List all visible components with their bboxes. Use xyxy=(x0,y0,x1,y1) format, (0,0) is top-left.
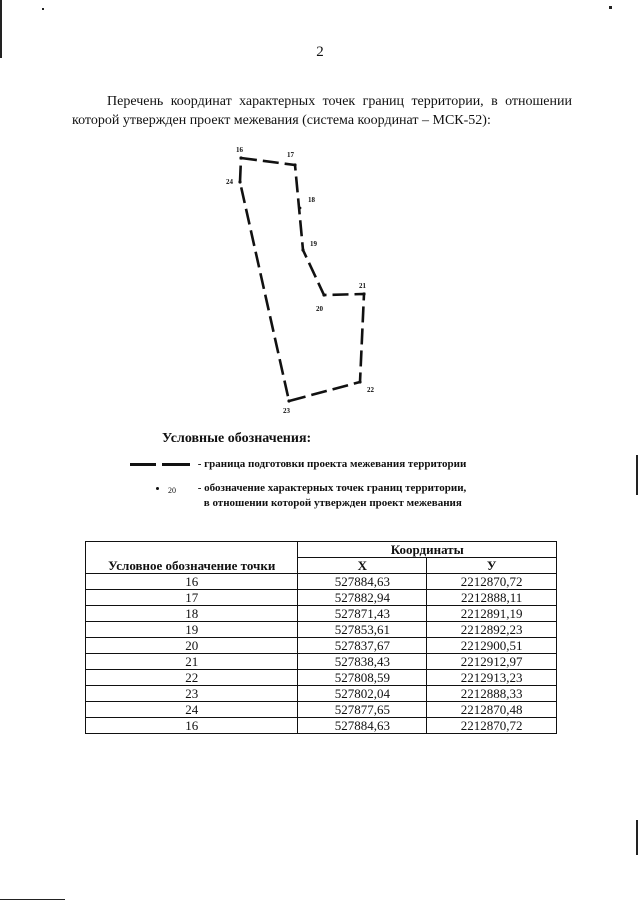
point-label-24: 24 xyxy=(226,178,233,186)
table-row xyxy=(86,654,557,670)
cell-point: 17 xyxy=(86,590,298,606)
point-marker-16 xyxy=(239,156,242,159)
cell-y: 2212888,11 xyxy=(427,590,557,606)
table-row xyxy=(86,622,557,638)
cell-y: 2212870,48 xyxy=(427,702,557,718)
cell-y: 2212870,72 xyxy=(427,718,557,734)
table-row xyxy=(86,670,557,686)
legend-point-text-line-2: в отношении которой утвержден проект межевания xyxy=(203,497,462,509)
scan-edge-mark-right xyxy=(636,455,638,495)
cell-y: 2212870,72 xyxy=(427,574,557,590)
point-marker-19 xyxy=(301,248,304,251)
cell-point: 21 xyxy=(86,654,298,670)
cell-point: 24 xyxy=(86,702,298,718)
table-header-point: Условное обозначение точки xyxy=(86,542,298,574)
point-label-22: 22 xyxy=(367,386,374,394)
scan-edge-mark-right-bottom xyxy=(636,820,638,855)
table-row xyxy=(86,574,557,590)
intro-line-2: которой утвержден проект межевания (система координат – МСК-52): xyxy=(72,113,491,128)
intro-line-1: Перечень координат характерных точек границ территории, в отношении xyxy=(107,94,572,109)
table-header-x: X xyxy=(298,558,427,574)
table-row xyxy=(86,718,557,734)
cell-point: 22 xyxy=(86,670,298,686)
legend-point-row xyxy=(130,481,466,511)
point-label-19: 19 xyxy=(310,240,317,248)
cell-x: 527877,65 xyxy=(298,702,427,718)
point-label-18: 18 xyxy=(308,196,315,204)
point-marker-21 xyxy=(362,292,365,295)
cell-x: 527853,61 xyxy=(298,622,427,638)
cell-point: 16 xyxy=(86,718,298,734)
cell-point: 16 xyxy=(86,574,298,590)
point-marker-18 xyxy=(299,207,302,210)
table-row xyxy=(86,606,557,622)
cell-y: 2212900,51 xyxy=(427,638,557,654)
cell-x: 527837,67 xyxy=(298,638,427,654)
table-header-y: У xyxy=(427,558,557,574)
point-marker-17 xyxy=(293,163,296,166)
table-row xyxy=(86,702,557,718)
point-label-16: 16 xyxy=(236,146,243,154)
point-label-20: 20 xyxy=(316,305,323,313)
cell-y: 2212888,33 xyxy=(427,686,557,702)
legend-point-text xyxy=(198,481,467,511)
table-row xyxy=(86,686,557,702)
cell-x: 527882,94 xyxy=(298,590,427,606)
table-header-coords: Координаты xyxy=(298,542,557,558)
cell-x: 527802,04 xyxy=(298,686,427,702)
cell-point: 19 xyxy=(86,622,298,638)
legend-point-dot xyxy=(156,487,159,490)
cell-point: 20 xyxy=(86,638,298,654)
point-label-23: 23 xyxy=(283,407,290,415)
boundary-polyline xyxy=(240,158,364,401)
legend-point-number: 20 xyxy=(168,486,176,495)
legend-boundary-row xyxy=(130,458,466,470)
scan-edge-mark-bottom xyxy=(0,899,65,900)
cell-y: 2212912,97 xyxy=(427,654,557,670)
boundary-scheme xyxy=(0,0,640,430)
cell-x: 527838,43 xyxy=(298,654,427,670)
legend-boundary-line-symbol xyxy=(130,459,195,469)
page-number: 2 xyxy=(316,44,324,60)
point-label-17: 17 xyxy=(287,151,294,159)
cell-x: 527871,43 xyxy=(298,606,427,622)
point-label-21: 21 xyxy=(359,282,366,290)
legend-point-text-line-1: - обозначение характерных точек границ территории, xyxy=(197,482,467,494)
table-row xyxy=(86,638,557,654)
cell-x: 527884,63 xyxy=(298,718,427,734)
coordinates-table xyxy=(85,541,557,734)
point-marker-24 xyxy=(238,180,241,183)
cell-y: 2212891,19 xyxy=(427,606,557,622)
cell-point: 23 xyxy=(86,686,298,702)
cell-x: 527808,59 xyxy=(298,670,427,686)
legend-boundary-text: - граница подготовки проекта межевания территории xyxy=(197,458,467,470)
cell-y: 2212892,23 xyxy=(427,622,557,638)
table-row xyxy=(86,590,557,606)
cell-x: 527884,63 xyxy=(298,574,427,590)
point-marker-23 xyxy=(287,399,290,402)
cell-y: 2212913,23 xyxy=(427,670,557,686)
point-marker-20 xyxy=(322,293,325,296)
point-marker-22 xyxy=(358,380,361,383)
cell-point: 18 xyxy=(86,606,298,622)
legend-title: Условные обозначения: xyxy=(162,431,312,446)
